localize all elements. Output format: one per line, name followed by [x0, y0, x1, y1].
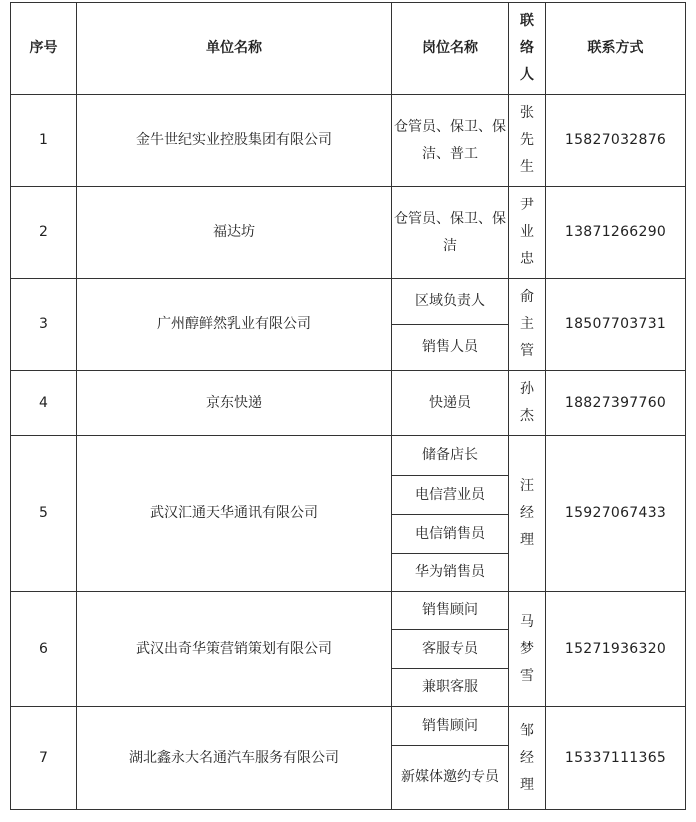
phone-number: 13871266290 [546, 187, 686, 279]
position-name: 储备店长 [392, 436, 509, 476]
position-name: 电信销售员 [392, 515, 509, 554]
position-name: 兼职客服 [392, 669, 509, 707]
position-name: 华为销售员 [392, 554, 509, 592]
table-row [11, 187, 686, 279]
position-name: 销售顾问 [392, 592, 509, 630]
contact-name: 俞主管 [519, 289, 534, 359]
position-name: 电信营业员 [392, 476, 509, 515]
company-name: 武汉出奇华策营销策划有限公司 [77, 592, 392, 707]
table-row [11, 436, 686, 476]
phone-number: 15827032876 [546, 95, 686, 187]
header-row [11, 3, 686, 95]
contact-cell [509, 187, 546, 279]
row-index: 3 [11, 279, 77, 371]
company-name: 广州醇鲜然乳业有限公司 [77, 279, 392, 371]
company-name: 金牛世纪实业控股集团有限公司 [77, 95, 392, 187]
position-name: 客服专员 [392, 630, 509, 669]
table-row [11, 707, 686, 746]
contact-cell [509, 95, 546, 187]
position-name: 新媒体邀约专员 [392, 746, 509, 810]
contact-name: 邹经理 [519, 722, 534, 793]
contact-name: 汪经理 [519, 478, 534, 548]
header-index: 序号 [11, 3, 77, 95]
table-row [11, 95, 686, 187]
row-index: 6 [11, 592, 77, 707]
row-index: 1 [11, 95, 77, 187]
phone-number: 15337111365 [546, 707, 686, 810]
header-contact [509, 3, 546, 95]
contact-cell [509, 279, 546, 371]
company-name: 武汉汇通天华通讯有限公司 [77, 436, 392, 592]
row-index: 5 [11, 436, 77, 592]
header-contact-label: 联络人 [519, 13, 534, 83]
table-row [11, 592, 686, 630]
table-row [11, 279, 686, 325]
position-name: 销售顾问 [392, 707, 509, 746]
row-index: 7 [11, 707, 77, 810]
row-index: 2 [11, 187, 77, 279]
position-name: 仓管员、保卫、保洁、普工 [392, 95, 509, 187]
phone-number: 18827397760 [546, 371, 686, 436]
contact-name: 尹业忠 [519, 197, 534, 267]
table-row [11, 371, 686, 436]
company-name: 京东快递 [77, 371, 392, 436]
contact-name: 孙杰 [519, 381, 534, 424]
header-phone: 联系方式 [546, 3, 686, 95]
position-name: 区域负责人 [392, 279, 509, 325]
row-index: 4 [11, 371, 77, 436]
job-table [10, 2, 686, 810]
header-company: 单位名称 [77, 3, 392, 95]
phone-number: 18507703731 [546, 279, 686, 371]
company-name: 湖北鑫永大名通汽车服务有限公司 [77, 707, 392, 810]
company-name: 福达坊 [77, 187, 392, 279]
contact-name: 张先生 [519, 105, 534, 175]
contact-cell [509, 371, 546, 436]
header-position: 岗位名称 [392, 3, 509, 95]
position-name: 仓管员、保卫、保洁 [392, 187, 509, 279]
phone-number: 15271936320 [546, 592, 686, 707]
position-name: 销售人员 [392, 325, 509, 371]
contact-cell [509, 592, 546, 707]
contact-cell [509, 436, 546, 592]
contact-name: 马梦雪 [519, 613, 534, 684]
phone-number: 15927067433 [546, 436, 686, 592]
contact-cell [509, 707, 546, 810]
position-name: 快递员 [392, 371, 509, 436]
